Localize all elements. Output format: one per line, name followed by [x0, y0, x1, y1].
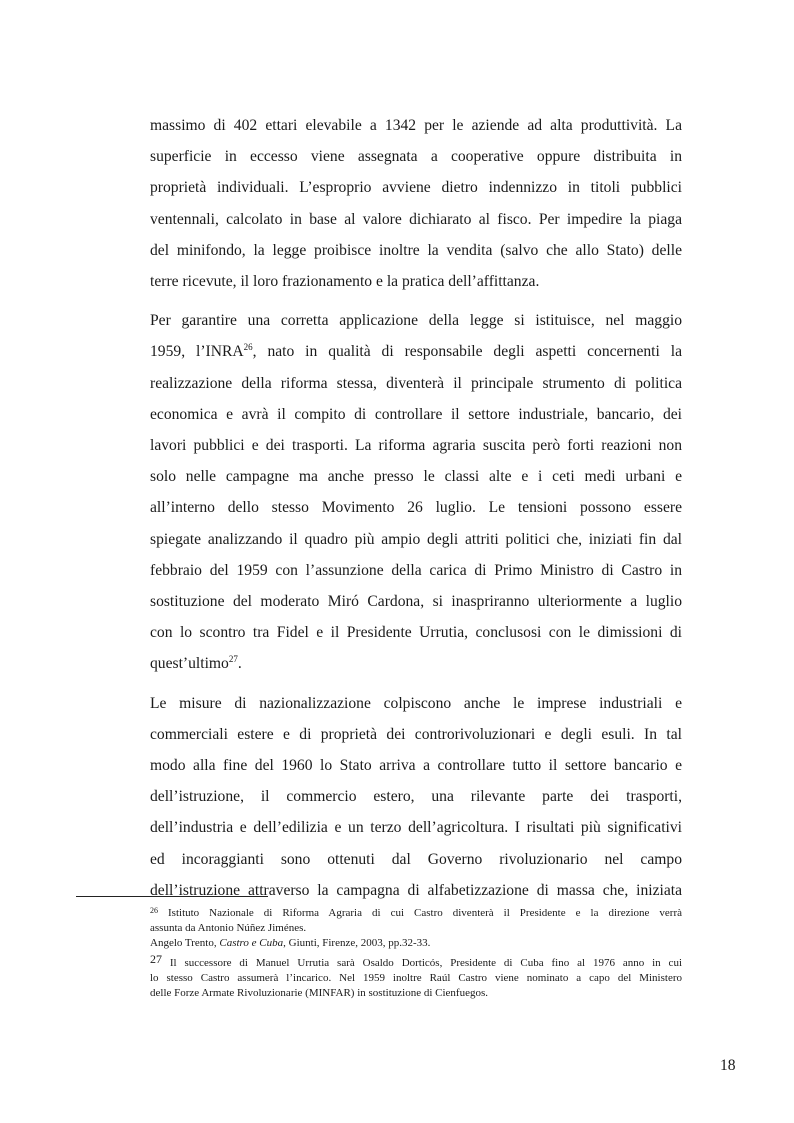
text-line: proprietà individuali. L’esproprio avviene dietro indennizzo in titoli pubblici	[150, 179, 682, 197]
footnote-ref-26[interactable]: 26	[243, 342, 253, 353]
text-line: sostituzione del moderato Miró Cardona, si inaspriranno ulteriormente a luglio	[150, 593, 682, 611]
text-line: terre ricevute, il loro frazionamento e la pratica dell’affittanza.	[150, 273, 540, 291]
footnote-26-cont: assunta da Antonio Núñez Jiménes.	[150, 922, 307, 935]
text-fragment: , nato in qualità di responsabile degli aspetti concernenti la	[252, 343, 682, 361]
footnote-number: 26	[150, 906, 158, 915]
text-fragment: quest’ultimo	[150, 655, 229, 673]
footnote-separator	[76, 896, 268, 897]
footnote-26-reference	[150, 936, 682, 951]
text-line: con lo scontro tra Fidel e il Presidente Urrutia, conclusosi con le dimissioni di	[150, 624, 682, 642]
text-line: realizzazione della riforma stessa, diventerà il principale strumento di politica	[150, 374, 682, 392]
page-number: 18	[720, 1057, 736, 1074]
footnote-27-cont: lo stesso Castro assumerà l’incarico. Nel 1959 inoltre Raúl Castro viene nominato a capo del Ministero	[150, 971, 682, 984]
paragraph-3	[150, 688, 682, 906]
text-line: dell’istruzione, il commercio estero, una rilevante parte dei trasporti,	[150, 788, 682, 806]
text-line	[150, 648, 682, 679]
text-line: ventennali, calcolato in base al valore dichiarato al fisco. Per impedire la piaga	[150, 210, 682, 228]
footnote-27	[150, 952, 682, 971]
paragraph-2	[150, 305, 682, 679]
text-fragment: 1959, l’INRA	[150, 343, 244, 361]
text-line: solo nelle campagne ma anche presso le classi alte e i ceti medi urbani e	[150, 468, 682, 486]
reference-title: Castro e Cuba	[219, 937, 284, 950]
text-line: dell’industria e dell’edilizia e un terzo dell’agricoltura. I risultati più significativi	[150, 819, 682, 837]
footnote-26	[150, 903, 682, 921]
text-line: economica e avrà il compito di controllare il settore industriale, bancario, dei	[150, 405, 682, 423]
text-line: del minifondo, la legge proibisce inoltre la vendita (salvo che allo Stato) delle	[150, 241, 682, 259]
text-line: superficie in eccesso viene assegnata a cooperative oppure distribuita in	[150, 148, 682, 166]
text-line: spiegate analizzando il quadro più ampio degli attriti politici che, iniziati fin dal	[150, 530, 682, 548]
footnote-ref-27[interactable]: 27	[228, 654, 238, 665]
text-line: ed incoraggianti sono ottenuti dal Governo rivoluzionario nel campo	[150, 850, 682, 868]
reference-details: , Giunti, Firenze, 2003, pp.32-33.	[283, 937, 431, 950]
paragraph-1	[150, 110, 682, 297]
text-line: febbraio del 1959 con l’assunzione della carica di Primo Ministro di Castro in	[150, 561, 682, 579]
footnote-27-cont: delle Forze Armate Rivoluzionarie (MINFAR) in sostituzione di Cienfuegos.	[150, 987, 488, 1000]
footnote-text: Istituto Nazionale di Riforma Agraria di cui Castro diventerà il Presidente e la direzione verrà	[158, 907, 682, 919]
text-line: modo alla fine del 1960 lo Stato arriva a controllare tutto il settore bancario e	[150, 757, 682, 775]
footnote-number: 27	[150, 951, 162, 966]
footnote-text: Il successore di Manuel Urrutia sarà Osaldo Dorticós, Presidente di Cuba fino al 1976 anno in cui	[162, 956, 682, 969]
text-line: dell’istruzione attraverso la campagna di alfabetizzazione di massa che, iniziata	[150, 881, 682, 899]
footnotes	[150, 903, 682, 1001]
text-line: Per garantire una corretta applicazione della legge si istituisce, nel maggio	[150, 312, 682, 330]
text-line: all’interno dello stesso Movimento 26 luglio. Le tensioni possono essere	[150, 499, 682, 517]
text-line	[150, 336, 682, 367]
main-text	[150, 110, 682, 914]
reference-author: Angelo Trento,	[150, 937, 220, 950]
text-line: commerciali estere e di proprietà dei controrivoluzionari e degli esuli. In tal	[150, 725, 682, 743]
text-line: massimo di 402 ettari elevabile a 1342 per le aziende ad alta produttività. La	[150, 117, 682, 134]
text-line: lavori pubblici e dei trasporti. La riforma agraria suscita però forti reazioni non	[150, 437, 682, 455]
text-fragment: .	[237, 655, 242, 673]
text-line: Le misure di nazionalizzazione colpiscono anche le imprese industriali e	[150, 694, 682, 712]
